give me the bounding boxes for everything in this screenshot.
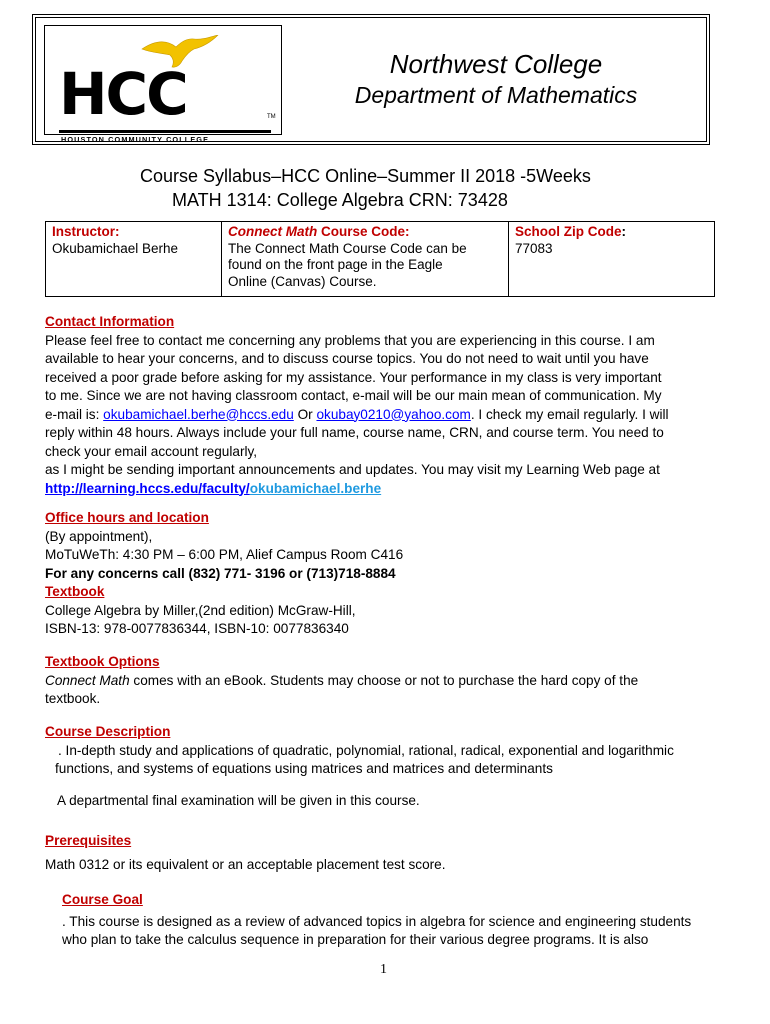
prerequisites-heading: Prerequisites — [45, 833, 132, 848]
office-heading: Office hours and location — [45, 510, 209, 525]
connect-code-text-1: The Connect Math Course Code can be — [228, 240, 467, 256]
learning-web-link-name[interactable]: okubamichael.berhe — [249, 480, 382, 496]
email-suffix: . I check my email regularly. I will — [470, 406, 669, 422]
hcc-logo — [44, 25, 282, 144]
contact-line: available to hear your concerns, and to discuss course topics. You do not need to wait until you have — [45, 351, 649, 366]
email-link-yahoo[interactable]: okubay0210@yahoo.com — [316, 406, 471, 422]
goal-line: . This course is designed as a review of advanced topics in algebra for science and engineering students — [62, 913, 692, 929]
textbook-heading: Textbook — [45, 584, 105, 599]
learning-web-url — [45, 480, 669, 499]
goal-section — [62, 891, 691, 950]
office-section — [45, 509, 403, 639]
instructor-label: Instructor: — [52, 224, 120, 239]
goal-heading: Course Goal — [62, 892, 143, 907]
connect-math-italic: Connect Math — [45, 672, 130, 688]
textbook-options-line — [45, 672, 638, 691]
phone-line: For any concerns call (832) 771- 3196 or (713)718-8884 — [45, 565, 396, 581]
office-line: MoTuWeTh: 4:30 PM – 6:00 PM, Alief Campus Room C416 — [45, 547, 404, 562]
prerequisites-line: Math 0312 or its equivalent or an acceptable placement test score. — [45, 856, 446, 872]
description-heading: Course Description — [45, 724, 171, 739]
syllabus-title: Course Syllabus–HCC Online–Summer II 2018 -5Weeks — [140, 166, 591, 186]
email-link-hccs[interactable]: okubamichael.berhe@hccs.edu — [103, 406, 294, 422]
goal-line: who plan to take the calculus sequence in preparation for their various degree programs. It is also — [62, 932, 649, 947]
email-prefix: e-mail is: — [45, 406, 104, 422]
zip-code-value: 77083 — [515, 240, 553, 256]
contact-line: reply within 48 hours. Always include your full name, course name, CRN, and course term. You need to — [45, 425, 664, 440]
description-section — [45, 723, 674, 810]
header-titles — [296, 48, 696, 110]
logo-subtitle: HOUSTON COMMUNITY COLLEGE — [61, 135, 210, 144]
contact-section — [45, 313, 669, 498]
contact-line: as I might be sending important announcements and updates. You may visit my Learning Web page at — [45, 462, 660, 477]
contact-line: check your email account regularly, — [45, 443, 258, 459]
textbook-options-section — [45, 653, 638, 709]
college-name: Northwest College — [389, 49, 603, 79]
description-line: . In-depth study and applications of quadratic, polynomial, rational, radical, exponential and logarithmic — [58, 742, 674, 758]
page-number: 1 — [380, 962, 387, 977]
course-info-table — [45, 221, 715, 297]
course-code-label: Course Code: — [317, 224, 410, 239]
logo-band — [59, 130, 271, 133]
office-line: (By appointment), — [45, 528, 153, 544]
textbook-line: College Algebra by Miller,(2nd edition) McGraw-Hill, — [45, 602, 356, 618]
connect-code-text-3: Online (Canvas) Course. — [228, 273, 377, 289]
textbook-options-line: textbook. — [45, 691, 101, 706]
contact-heading: Contact Information — [45, 314, 175, 329]
connect-code-cell — [222, 222, 509, 297]
connect-code-text-2: found on the front page in the Eagle — [228, 257, 443, 272]
textbook-options-heading: Textbook Options — [45, 654, 160, 669]
instructor-name: Okubamichael Berhe — [52, 240, 179, 256]
instructor-cell — [46, 222, 222, 297]
textbook-line: ISBN-13: 978-0077836344, ISBN-10: 0077836340 — [45, 621, 349, 636]
logo-letters: HCC — [59, 60, 187, 128]
zip-code-colon: : — [621, 224, 626, 239]
contact-email-line — [45, 406, 669, 425]
course-subtitle: MATH 1314: College Algebra CRN: 73428 — [172, 190, 508, 210]
prerequisites-section — [45, 832, 446, 874]
zip-code-label: School Zip Code — [515, 224, 622, 239]
connect-math-label: Connect Math — [228, 224, 318, 239]
department-name: Department of Mathematics — [354, 82, 638, 108]
contact-line: received a poor grade before asking for my assistance. Your performance in my class is very important — [45, 369, 662, 385]
learning-web-link[interactable]: http://learning.hccs.edu/faculty/ — [45, 480, 250, 496]
logo-trademark: TM — [267, 114, 276, 120]
header-box — [35, 17, 707, 142]
zip-code-cell — [509, 222, 715, 297]
contact-line: Please feel free to contact me concerning any problems that you are experiencing in this course. I am — [45, 332, 655, 348]
contact-line: to me. Since we are not having classroom contact, e-mail will be our main mean of communication. My — [45, 388, 662, 403]
final-exam-line: A departmental final examination will be given in this course. — [57, 792, 420, 808]
description-line: functions, and systems of equations using matrices and matrices and determinants — [55, 761, 553, 776]
email-or: Or — [293, 406, 317, 422]
textbook-options-text: comes with an eBook. Students may choose or not to purchase the hard copy of the — [129, 672, 639, 688]
